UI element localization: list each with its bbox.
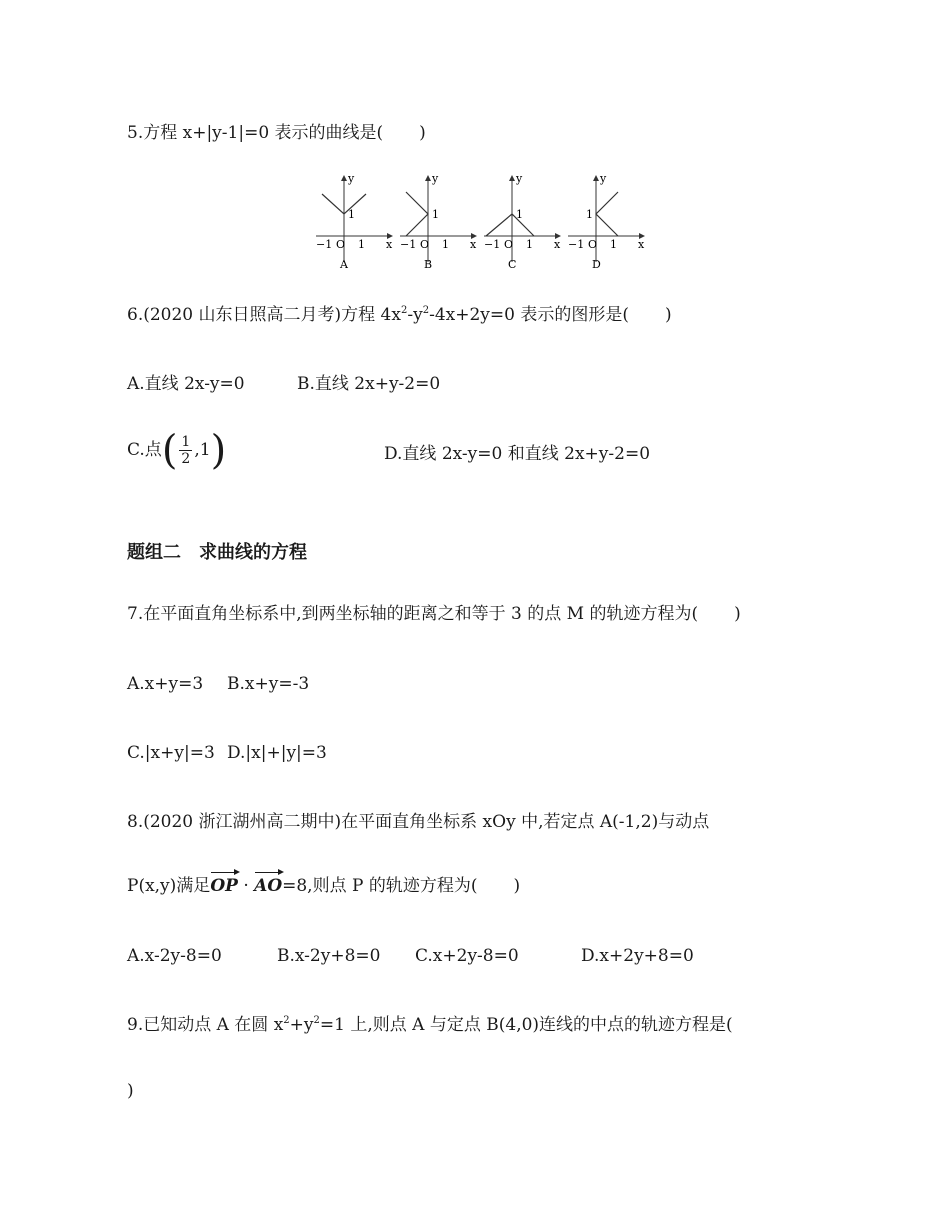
question-9-stem: 9.已知动点 A 在圆 $x^2+y^2=1$ 上,则点 A 与定点 B(4,0)连线的中点的轨迹方程是( — [127, 1015, 733, 1035]
axis-x-label: x — [470, 238, 477, 251]
tick-neg-one: −1 — [316, 238, 333, 251]
question-5-graphs — [312, 170, 645, 271]
question-8-stem-line2: P(x,y)满足OP · AO=8,则点 P 的轨迹方程为( ) — [127, 876, 521, 896]
option-b[interactable]: B.x-2y+8=0 — [277, 946, 381, 966]
tick-one: 1 — [432, 208, 439, 221]
tick-one-x: 1 — [358, 238, 365, 251]
tick-one-x: 1 — [610, 238, 617, 251]
tick-one-x: 1 — [442, 238, 449, 251]
tick-neg-one: −1 — [484, 238, 501, 251]
axis-x-label: x — [554, 238, 561, 251]
option-b[interactable]: B.x+y=-3 — [227, 674, 310, 694]
option-a[interactable]: A.x-2y-8=0 — [127, 946, 222, 966]
tick-one: 1 — [586, 208, 593, 221]
option-c[interactable]: C.x+2y-8=0 — [415, 946, 519, 966]
option-b[interactable]: B.直线 2x+y-2=0 — [297, 374, 441, 394]
section-title: 题组二 求曲线的方程 — [127, 542, 307, 563]
tick-one: 1 — [348, 208, 355, 221]
fraction-one-half: $\frac{1}{2}$ — [181, 434, 191, 467]
axis-x-label: x — [386, 238, 393, 251]
axis-y-label: y — [348, 172, 355, 185]
axis-y-label: y — [516, 172, 523, 185]
tick-one-x: 1 — [526, 238, 533, 251]
graph-label-d: D — [592, 258, 601, 271]
graph-d[interactable] — [568, 172, 645, 271]
option-d[interactable]: D.x+2y+8=0 — [581, 946, 694, 966]
option-d[interactable]: D.直线 2x-y=0 和直线 2x+y-2=0 — [384, 444, 651, 464]
axis-y-label: y — [600, 172, 607, 185]
question-7-stem: 7.在平面直角坐标系中,到两坐标轴的距离之和等于 3 的点 M 的轨迹方程为( ) — [127, 604, 741, 624]
tick-one: 1 — [516, 208, 523, 221]
axis-x-label: x — [638, 238, 645, 251]
option-c[interactable]: C.点( $\frac{1}{2}$ ,1) — [127, 427, 227, 474]
graph-label-a: A — [340, 258, 348, 271]
question-6-stem: 6.(2020 山东日照高二月考)方程 $4x^2-y^2-4x+2y=0$ 表示的图形是( ) — [127, 305, 672, 325]
question-5-stem: 5.方程 x+|y-1|=0 表示的曲线是( ) — [127, 123, 426, 143]
graph-b[interactable] — [400, 172, 477, 271]
vector-ao: AO — [254, 876, 283, 896]
graph-label-b: B — [424, 258, 433, 271]
graph-label-c: C — [508, 258, 517, 271]
vector-op: OP — [210, 876, 238, 896]
option-d[interactable]: D.|x|+|y|=3 — [227, 743, 327, 763]
option-a[interactable]: A.直线 2x-y=0 — [127, 374, 245, 394]
option-a[interactable]: A.x+y=3 — [127, 674, 204, 694]
origin-label: O — [420, 238, 430, 251]
axis-y-label: y — [432, 172, 439, 185]
origin-label: O — [336, 238, 346, 251]
origin-label: O — [588, 238, 598, 251]
tick-neg-one: −1 — [568, 238, 585, 251]
origin-label: O — [504, 238, 514, 251]
tick-neg-one: −1 — [400, 238, 417, 251]
question-8-stem-line1: 8.(2020 浙江湖州高二期中)在平面直角坐标系 xOy 中,若定点 A(-1,2)与动点 — [127, 812, 710, 832]
graph-c[interactable] — [484, 172, 561, 271]
graph-a[interactable] — [316, 172, 393, 271]
question-9-stem-end: ) — [127, 1081, 134, 1101]
option-c[interactable]: C.|x+y|=3 — [127, 743, 215, 763]
